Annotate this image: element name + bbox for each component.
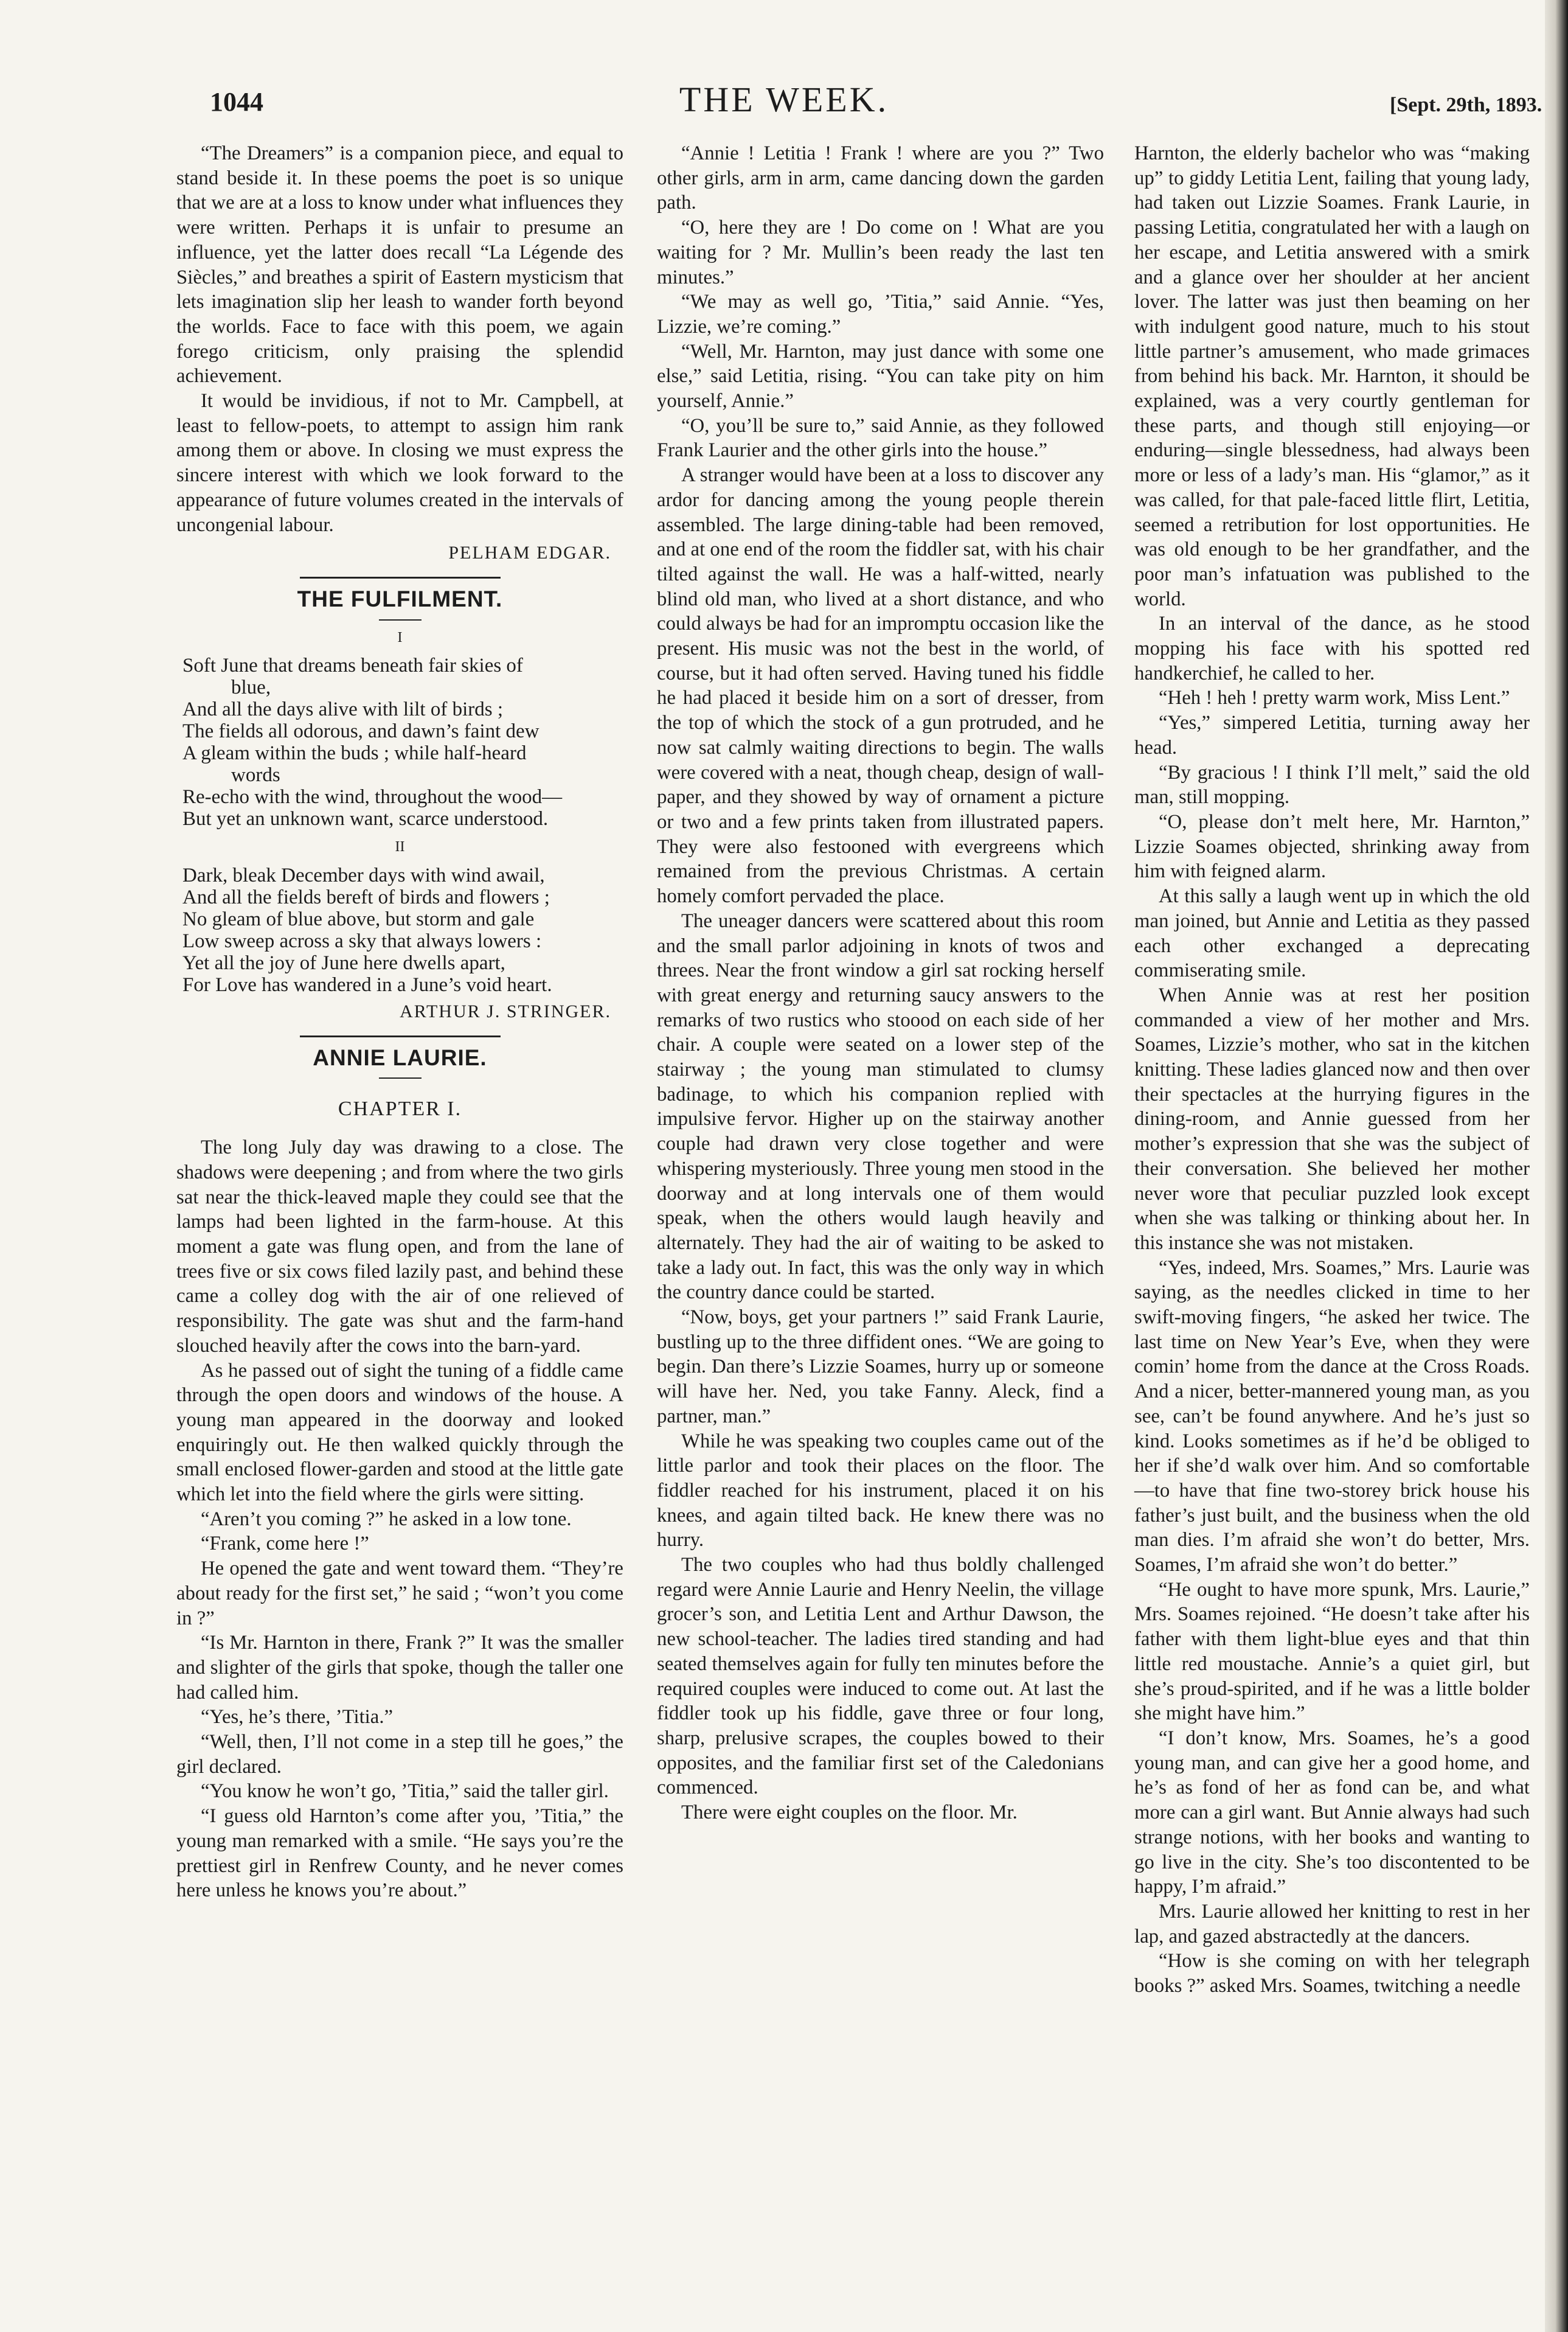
- story-paragraph: “Frank, come here !”: [201, 1533, 369, 1555]
- poem-stanza-2: [182, 865, 623, 996]
- story-paragraph: Harnton, the elderly bachelor who was “making up” to giddy Letitia Lent, failing that young lady, had taken out Lizzie Soames. Frank Laurie, in passing Letitia, congratulated her with a laugh on her escape, and Letitia answered with a smirk and a glance over her shoulder at her ancient lover. The latter was just then beaming on her with indulgent good nature, much to his stout little partner’s amusement, who made grimaces from behind his back. Mr. Harnton, it should be explained, was a very courtly gentleman for these parts, and though still enjoying—or enduring—single blessedness, had always been more or less of a lady’s man. His “glamor,” as it was called, for that pale-faced little flirt, Letitia, seemed a retribution for lost opportunities. He was old enough to be her grandfather, and the poor man’s infatuation was published to the world.: [1134, 142, 1530, 610]
- journal-title: THE WEEK.: [679, 80, 889, 119]
- poem-section-number: I: [397, 629, 403, 646]
- chapter-heading: CHAPTER I.: [338, 1098, 462, 1121]
- story-title: ANNIE LAURIE.: [313, 1045, 487, 1070]
- issue-date: [Sept. 29th, 1893.: [1390, 94, 1542, 116]
- story-paragraph: While he was speaking two couples came out of the little parlor and took their places on the floor. The fiddler reached for his instrument, placed it on his knees, and again tilted back. He knew there was no hurry.: [657, 1430, 1104, 1551]
- review-signature: PELHAM EDGAR.: [448, 543, 611, 563]
- story-paragraph: “Yes,” simpered Letitia, turning away her head.: [1134, 712, 1530, 759]
- page-number: 1044: [210, 87, 263, 117]
- poem-line: The fields all odorous, and dawn’s faint dew: [182, 720, 539, 743]
- story-paragraph: A stranger would have been at a loss to discover any ardor for dancing among the young people therein assembled. The large dining-table had been removed, and at one end of the room the fiddler sat, with his chair tilted against the wall. He was a half-witted, nearly blind old man, who lived at a short distance, and who could always be had for an impromptu occasion like the present. His music was not the best in the world, of course, but it had often served. Having tuned his fiddle he had placed it beside him on a sort of dresser, from the top of which the stock of a gun protruded, and he now sat calmly waiting directions to begin. The walls were covered with a neat, though cheap, design of wall-paper, and they showed by way of ornament a picture or two and a few prints taken from illustrated papers. They were also festooned with evergreens which remained from the previous Christmas. A certain homely comfort pervaded the place.: [657, 464, 1104, 908]
- page-binding-shadow: [1545, 0, 1568, 2332]
- poem-line: A gleam within the buds ; while half-heard: [182, 742, 527, 765]
- poem-stanza-1: [182, 655, 623, 830]
- story-paragraph: “I don’t know, Mrs. Soames, he’s a good young man, and can give her a good home, and he’s as fond of her as fond can be, and what more can a girl want. But Annie always had such strange notions, with her books and wanting to go live in the city. She’s too discontented to be happy, I’m afraid.”: [1134, 1727, 1530, 1898]
- story-paragraph: The two couples who had thus boldly challenged regard were Annie Laurie and Henry Neelin, the village grocer’s son, and Letitia Lent and Arthur Dawson, the new school-teacher. The ladies tired standing and had seated themselves again for fully ten minutes before the required couples were induced to come out. At last the fiddler took up his fiddle, gave three or four long, sharp, prelusive scrapes, the couples bowed to their opposites, and the familiar first set of the Caledonians commenced.: [657, 1554, 1104, 1799]
- story-paragraph: Mrs. Laurie allowed her knitting to rest in her lap, and gazed abstractedly at the dancers.: [1134, 1900, 1530, 1947]
- poem-line: blue,: [231, 677, 271, 699]
- poem-line: Soft June that dreams beneath fair skies of: [182, 655, 523, 677]
- story-paragraph: “Aren’t you coming ?” he asked in a low tone.: [201, 1508, 572, 1530]
- review-paragraph: “The Dreamers” is a companion piece, and equal to stand beside it. In these poems the poet is so unique that we are at a loss to know under what influences they were written. Perhaps it is unfair to presume an influence, yet the latter does recall “La Légende des Siècles,” and breathes a spirit of Eastern mysticism that lets imagination slip her leash to wander forth beyond the worlds. Face to face with this poem, we again forego criticism, only praising the splendid achievement.: [176, 142, 623, 388]
- poem-section-number: II: [395, 839, 405, 855]
- story-paragraph: “Annie ! Letitia ! Frank ! where are you ?” Two other girls, arm in arm, came dancing down the garden path.: [657, 142, 1104, 214]
- title-underline: [379, 1077, 421, 1079]
- story-paragraph: “I guess old Harnton’s come after you, ’Titia,” the young man remarked with a smile. “He says you’re the prettiest girl in Renfrew County, and he never comes here unless he knows you’re about.”: [176, 1805, 623, 1902]
- column-2: [657, 141, 1104, 1825]
- story-paragraph: “We may as well go, ’Titia,” said Annie. “Yes, Lizzie, we’re coming.”: [657, 291, 1104, 338]
- story-paragraph: “Well, Mr. Harnton, may just dance with some one else,” said Letitia, rising. “You can take pity on him yourself, Annie.”: [657, 340, 1104, 412]
- story-paragraph: “Is Mr. Harnton in there, Frank ?” It was the smaller and slighter of the girls that spoke, though the taller one had called him.: [176, 1632, 623, 1704]
- title-underline: [379, 619, 421, 621]
- review-paragraph: It would be invidious, if not to Mr. Campbell, at least to fellow-poets, to attempt to assign him rank among them or above. In closing we must express the sincere interest with which we look forward to the appearance of future volumes created in the intervals of uncongenial labour.: [176, 390, 623, 536]
- poem-line: For Love has wandered in a June’s void heart.: [182, 974, 552, 997]
- poem-line: And all the days alive with lilt of birds ;: [182, 698, 504, 721]
- column-1: [176, 141, 623, 1903]
- poem-line: Dark, bleak December days with wind awail,: [182, 865, 545, 887]
- story-paragraph: At this sally a laugh went up in which the old man joined, but Annie and Letitia as they passed each other exchanged a deprecating commiserating smile.: [1134, 885, 1530, 982]
- story-paragraph: “By gracious ! I think I’ll melt,” said the old man, still mopping.: [1134, 761, 1530, 809]
- story-paragraph: “Now, boys, get your partners !” said Frank Laurie, bustling up to the three diffident ones. “We are going to begin. Dan there’s Lizzie Soames, hurry up or someone will have her. Ned, you take Fanny. Aleck, find a partner, man.”: [657, 1306, 1104, 1427]
- story-paragraph: He opened the gate and went toward them. “They’re about ready for the first set,” he said ; “won’t you come in ?”: [176, 1558, 623, 1629]
- poem-line: Low sweep across a sky that always lowers :: [182, 930, 542, 953]
- poem-signature: ARTHUR J. STRINGER.: [400, 1001, 611, 1022]
- story-paragraph: “O, please don’t melt here, Mr. Harnton,” Lizzie Soames objected, shrinking away from him with feigned alarm.: [1134, 810, 1530, 883]
- poem-line: words: [231, 764, 280, 787]
- story-paragraph: “O, you’ll be sure to,” said Annie, as they followed Frank Laurier and the other girls into the house.”: [657, 414, 1104, 462]
- poem-line: Yet all the joy of June here dwells apart,: [182, 952, 505, 975]
- story-paragraph: As he passed out of sight the tuning of a fiddle came through the open doors and windows of the house. A young man appeared in the doorway and looked enquiringly out. He then walked quickly through the small enclosed flower-garden and stood at the little gate which let into the field where the girls were sitting.: [176, 1359, 623, 1506]
- story-paragraph: The uneager dancers were scattered about this room and the small parlor adjoining in knots of twos and threes. Near the front window a girl sat rocking herself with great energy and returning saucy answers to the remarks of two rustics who stoood on each side of her chair. A couple were seated on a lower step of the stairway ; the young man stimulated to clumsy badinage, to which his companion replied with impulsive fervor. Higher up on the stairway another couple had drawn very close together and were whispering mysteriously. Three young men stood in the doorway and at long intervals one of them would speak, when the others would laugh heavily and alternately. They had the air of waiting to be asked to take a lady out. In fact, this was the only way in which the country dance could be started.: [657, 910, 1104, 1304]
- story-paragraph: “O, here they are ! Do come on ! What are you waiting for ? Mr. Mullin’s been ready the last ten minutes.”: [657, 217, 1104, 288]
- poem-line: Re-echo with the wind, throughout the wood—: [182, 786, 563, 809]
- story-paragraph: The long July day was drawing to a close. The shadows were deepening ; and from where the two girls sat near the thick-leaved maple they could see that the lamps had been lighted in the farm-house. At this moment a gate was flung open, and from the lane of trees five or six cows filed lazily past, and behind these came a colley dog with the air of one relieved of responsibility. The gate was shut and the farm-hand slouched heavily after the cows into the barn-yard.: [176, 1136, 623, 1357]
- story-paragraph: “How is she coming on with her telegraph books ?” asked Mrs. Soames, twitching a needle: [1134, 1950, 1530, 1997]
- story-paragraph: “Yes, he’s there, ’Titia.”: [201, 1706, 394, 1728]
- poem-title: THE FULFILMENT.: [297, 586, 503, 611]
- poem-line: But yet an unknown want, scarce understood.: [182, 808, 549, 830]
- story-paragraph: When Annie was at rest her position commanded a view of her mother and Mrs. Soames, Lizzie’s mother, who sat in the kitchen knitting. These ladies glanced now and then over their spectacles at the hurrying figures in the dining-room, and Annie guessed from her mother’s expression that she was the subject of their conversation. She believed her mother never wore that peculiar puzzled look except when she was talking or thinking about her. In this instance she was not mistaken.: [1134, 984, 1530, 1254]
- story-paragraph: In an interval of the dance, as he stood mopping his face with his spotted red handkerchief, he called to her.: [1134, 613, 1530, 684]
- section-divider: [300, 577, 501, 579]
- page-header: [0, 79, 1568, 128]
- section-divider: [300, 1035, 501, 1037]
- story-paragraph: “You know he won’t go, ’Titia,” said the taller girl.: [201, 1780, 609, 1803]
- poem-line: No gleam of blue above, but storm and gale: [182, 908, 535, 931]
- poem-line: And all the fields bereft of birds and flowers ;: [182, 886, 550, 909]
- column-3: [1134, 141, 1530, 1999]
- story-paragraph: “He ought to have more spunk, Mrs. Laurie,” Mrs. Soames rejoined. “He doesn’t take after his father with them light-blue eyes and that thin little red moustache. Annie’s a quiet girl, but she’s proud-spirited, and if he was a little bolder she might have him.”: [1134, 1578, 1530, 1725]
- story-paragraph: “Heh ! heh ! pretty warm work, Miss Lent.”: [1159, 687, 1510, 709]
- story-paragraph: “Yes, indeed, Mrs. Soames,” Mrs. Laurie was saying, as the needles clicked in time to her swift-moving fingers, “he asked her twice. The last time on New Year’s Eve, when they were comin’ home from the dance at the Cross Roads. And a nicer, better-mannered young man, as you see, can’t be found anywhere. And he’s just so kind. Looks sometimes as if he’d be obliged to her if she’d walk over him. And so comfortable—to have that fine two-storey brick house his father’s just built, and the business when the old man dies. I’m afraid she won’t do better, Mrs. Soames, I’m afraid she won’t do better.”: [1134, 1256, 1530, 1576]
- story-paragraph: “Well, then, I’ll not come in a step till he goes,” the girl declared.: [176, 1731, 623, 1778]
- story-paragraph: There were eight couples on the floor. Mr.: [681, 1801, 1018, 1824]
